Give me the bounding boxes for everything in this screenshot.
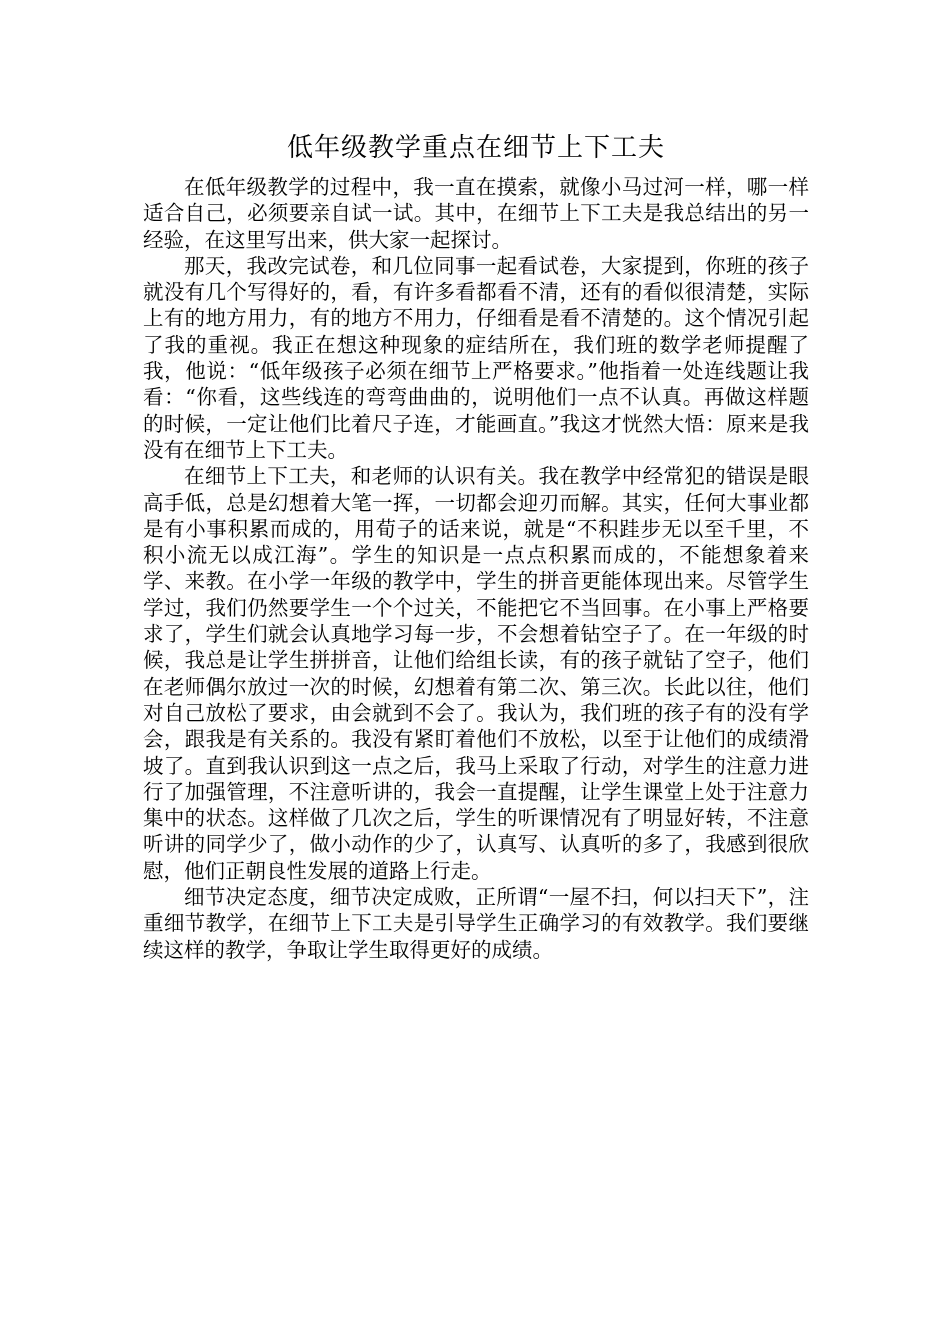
document-body (143, 128, 809, 963)
paragraph-teacher-awareness: 在细节上下工夫，和老师的认识有关。我在教学中经常犯的错误是眼高手低，总是幻想着大笔一挥，一切都会迎刃而解。其实，任何大事业都是有小事积累而成的，用荀子的话来说，就是“不积跬步无以至千里，不积小流无以成江海”。学生的知识是一点点积累而成的，不能想象着来学、来教。在小学一年级的教学中，学生的拼音更能体现出来。尽管学生学过，我们仍然要学生一个个过关，不能把它不当回事。在小事上严格要求了，学生们就会认真地学习每一步，不会想着钻空子了。在一年级的时候，我总是让学生拼拼音，让他们给组长读，有的孩子就钻了空子，他们在老师偶尔放过一次的时候，幻想着有第二次、第三次。长此以往，他们对自己放松了要求，由会就到不会了。我认为，我们班的孩子有的没有学会，跟我是有关系的。我没有紧盯着他们不放松，以至于让他们的成绩滑坡了。直到我认识到这一点之后，我马上采取了行动，对学生的注意力进行了加强管理，不注意听讲的，我会一直提醒，让学生课堂上处于注意力集中的状态。这样做了几次之后，学生的听课情况有了明显好转，不注意听讲的同学少了，做小动作的少了，认真写、认真听的多了，我感到很欣慰，他们正朝良性发展的道路上行走。 (143, 464, 809, 883)
paragraph-conclusion: 细节决定态度，细节决定成败，正所谓“一屋不扫，何以扫天下”，注重细节教学，在细节上下工夫是引导学生正确学习的有效教学。我们要继续这样的教学，争取让学生取得更好的成绩。 (143, 885, 809, 962)
document-title: 低年级教学重点在细节上下工夫 (286, 133, 665, 163)
paragraph-intro: 在低年级教学的过程中，我一直在摸索，就像小马过河一样，哪一样适合自己，必须要亲自试一试。其中，在细节上下工夫是我总结出的另一经验，在这里写出来，供大家一起探讨。 (143, 175, 809, 252)
paragraph-test-review: 那天，我改完试卷，和几位同事一起看试卷，大家提到，你班的孩子就没有几个写得好的，看，有许多看都看不清，还有的看似很清楚，实际上有的地方用力，有的地方不用力，仔细看是看不清楚的。这个情况引起了我的重视。我正在想这种现象的症结所在，我们班的数学老师提醒了我，他说：“低年级孩子必须在细节上严格要求。”他指着一处连线题让我看：“你看，这些线连的弯弯曲曲的，说明他们一点不认真。再做这样题的时候，一定让他们比着尺子连，才能画直。”我这才恍然大悟：原来是我没有在细节上下工夫。 (143, 253, 809, 462)
